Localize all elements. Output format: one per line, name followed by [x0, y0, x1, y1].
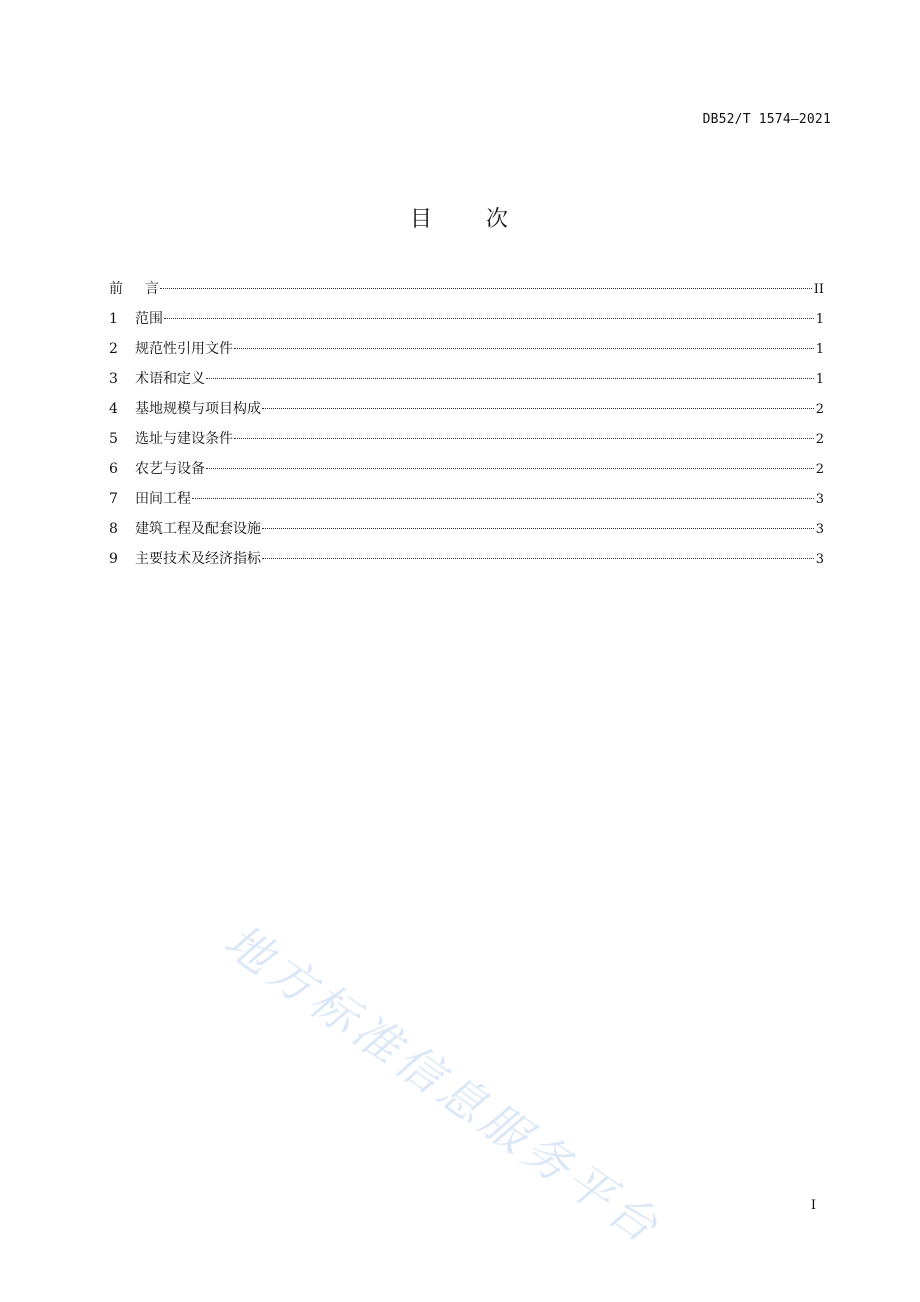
toc-entry-number: 9	[109, 551, 118, 567]
toc-entry-page: II	[813, 282, 824, 297]
page-number: I	[810, 1198, 816, 1213]
toc-entry-2[interactable]	[109, 336, 824, 366]
toc-entry-page: 3	[815, 522, 824, 537]
toc-leader-dots	[234, 437, 814, 439]
toc-leader-dots	[206, 377, 814, 379]
toc-entry-number: 8	[109, 521, 118, 537]
toc-entry-page: 2	[815, 402, 824, 417]
toc-leader-dots	[262, 527, 814, 529]
toc-leader-dots	[164, 317, 814, 319]
toc-entry-foreword[interactable]	[109, 276, 824, 306]
toc-entry-label: 术语和定义	[135, 371, 205, 387]
toc-entry-label	[109, 276, 159, 302]
toc-entry-label: 选址与建设条件	[135, 431, 233, 447]
toc-entry-page: 2	[815, 462, 824, 477]
toc-entry-page: 1	[815, 312, 824, 327]
toc-entry-number: 1	[109, 311, 118, 327]
toc-entry-number: 7	[109, 491, 118, 507]
toc-entry-page: 3	[815, 492, 824, 507]
toc-entry-9[interactable]	[109, 546, 824, 576]
toc-entry-number: 2	[109, 341, 118, 357]
toc-entry-number: 5	[109, 431, 118, 447]
toc-entry-label: 规范性引用文件	[135, 341, 233, 357]
toc-entry-page: 2	[815, 432, 824, 447]
toc-entry-4[interactable]	[109, 396, 824, 426]
toc-entry-number: 6	[109, 461, 118, 477]
toc-entry-page: 1	[815, 342, 824, 357]
table-of-contents	[109, 276, 824, 576]
toc-entry-8[interactable]	[109, 516, 824, 546]
toc-label-part-2: 言	[145, 281, 159, 297]
toc-entry-page: 1	[815, 372, 824, 387]
toc-leader-dots	[206, 467, 814, 469]
toc-entry-label: 农艺与设备	[135, 461, 205, 477]
toc-entry-page: 3	[815, 552, 824, 567]
toc-entry-label: 建筑工程及配套设施	[135, 521, 261, 537]
toc-leader-dots	[262, 557, 814, 559]
toc-leader-dots	[262, 407, 814, 409]
title-char-2: 次	[486, 207, 511, 232]
toc-entry-3[interactable]	[109, 366, 824, 396]
toc-leader-dots	[160, 287, 812, 289]
toc-leader-dots	[192, 497, 814, 499]
page-title	[0, 202, 920, 233]
toc-entry-label: 田间工程	[135, 491, 191, 507]
toc-leader-dots	[234, 347, 814, 349]
toc-entry-5[interactable]	[109, 426, 824, 456]
toc-entry-label: 范围	[135, 311, 163, 327]
title-char-1: 目	[409, 207, 434, 232]
toc-entry-7[interactable]	[109, 486, 824, 516]
watermark: 地方标准信息服务平台	[214, 913, 672, 1256]
toc-entry-number: 3	[109, 371, 118, 387]
toc-entry-6[interactable]	[109, 456, 824, 486]
standard-code: DB52/T 1574—2021	[702, 112, 831, 127]
toc-entry-label: 主要技术及经济指标	[135, 551, 261, 567]
toc-entry-number: 4	[109, 401, 118, 417]
toc-entry-1[interactable]	[109, 306, 824, 336]
toc-label-part-1: 前	[109, 281, 123, 297]
toc-entry-label: 基地规模与项目构成	[135, 401, 261, 417]
